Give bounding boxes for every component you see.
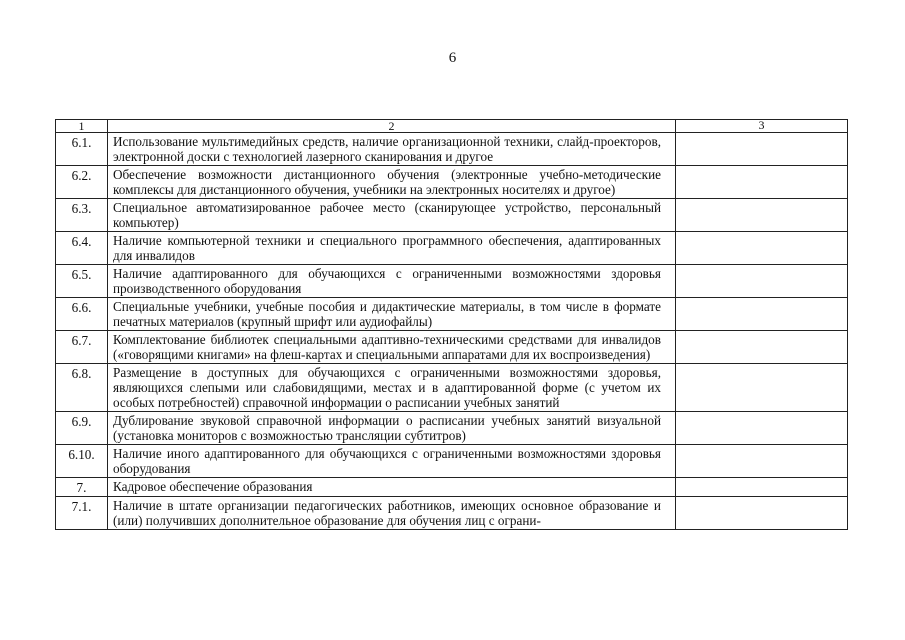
table-row: [56, 364, 848, 412]
row-number: 7.1.: [56, 497, 108, 530]
row-value-cell[interactable]: [676, 166, 848, 199]
row-number: 6.8.: [56, 364, 108, 412]
row-description: Кадровое обеспечение образования: [108, 478, 676, 497]
table-row: [56, 412, 848, 445]
row-number: 6.4.: [56, 232, 108, 265]
row-description: Дублирование звуковой справочной информации о расписании учебных занятий визуальной (установка мониторов с возможностью трансляции субтитров): [108, 412, 676, 445]
table-row: [56, 445, 848, 478]
row-value-cell[interactable]: [676, 478, 848, 497]
row-number: 6.2.: [56, 166, 108, 199]
row-value-cell[interactable]: [676, 265, 848, 298]
row-description: Специальные учебники, учебные пособия и дидактические материалы, в том числе в формате печатных материалов (крупный шрифт или аудиофайлы): [108, 298, 676, 331]
table-row: [56, 199, 848, 232]
row-description: Наличие компьютерной техники и специального программного обеспечения, адаптированных для инвалидов: [108, 232, 676, 265]
row-value-cell[interactable]: [676, 298, 848, 331]
row-description: Наличие в штате организации педагогических работников, имеющих основное образование и (или) получивших дополнительное образование для обучения лиц с ограни-: [108, 497, 676, 530]
row-description: Наличие адаптированного для обучающихся с ограниченными возможностями здоровья производственного оборудования: [108, 265, 676, 298]
requirements-table: [55, 119, 848, 530]
row-value-cell[interactable]: [676, 133, 848, 166]
column-header-value: 3: [676, 120, 848, 133]
row-description: Наличие иного адаптированного для обучающихся с ограниченными возможностями здоровья оборудования: [108, 445, 676, 478]
row-number: 6.3.: [56, 199, 108, 232]
row-number: 6.5.: [56, 265, 108, 298]
row-number: 6.6.: [56, 298, 108, 331]
table-row: [56, 497, 848, 530]
row-value-cell[interactable]: [676, 199, 848, 232]
row-value-cell[interactable]: [676, 331, 848, 364]
table-row: [56, 133, 848, 166]
row-value-cell[interactable]: [676, 445, 848, 478]
table-row: [56, 166, 848, 199]
row-description: Комплектование библиотек специальными адаптивно-техническими средствами для инвалидов («говорящими книгами» на флеш-картах и специальными аппаратами для их воспроизведения): [108, 331, 676, 364]
row-number: 6.9.: [56, 412, 108, 445]
row-number: 6.10.: [56, 445, 108, 478]
table-row: [56, 331, 848, 364]
row-number: 6.7.: [56, 331, 108, 364]
column-header-number: 1: [56, 120, 108, 133]
row-value-cell[interactable]: [676, 232, 848, 265]
row-description: Обеспечение возможности дистанционного обучения (электронные учебно-методические комплексы для дистанционного обучения, учебники на электронных носителях и другое): [108, 166, 676, 199]
row-description: Размещение в доступных для обучающихся с ограниченными возможностями здоровья, являющихся слепыми или слабовидящими, местах и в адаптированной форме (с учетом их особых потребностей) справочной информации о расписании учебных занятий: [108, 364, 676, 412]
row-description: Использование мультимедийных средств, наличие организационной техники, слайд-проекторов, электронной доски с технологией лазерного сканирования и другое: [108, 133, 676, 166]
page-number: 6: [448, 50, 457, 66]
table-header-row: [56, 120, 848, 133]
table-row: [56, 478, 848, 497]
row-number: 7.: [56, 478, 108, 497]
table-row: [56, 298, 848, 331]
table-row: [56, 232, 848, 265]
column-header-description: 2: [108, 120, 676, 133]
row-value-cell[interactable]: [676, 497, 848, 530]
row-value-cell[interactable]: [676, 364, 848, 412]
table-row: [56, 265, 848, 298]
row-description: Специальное автоматизированное рабочее место (сканирующее устройство, персональный компьютер): [108, 199, 676, 232]
row-number: 6.1.: [56, 133, 108, 166]
row-value-cell[interactable]: [676, 412, 848, 445]
